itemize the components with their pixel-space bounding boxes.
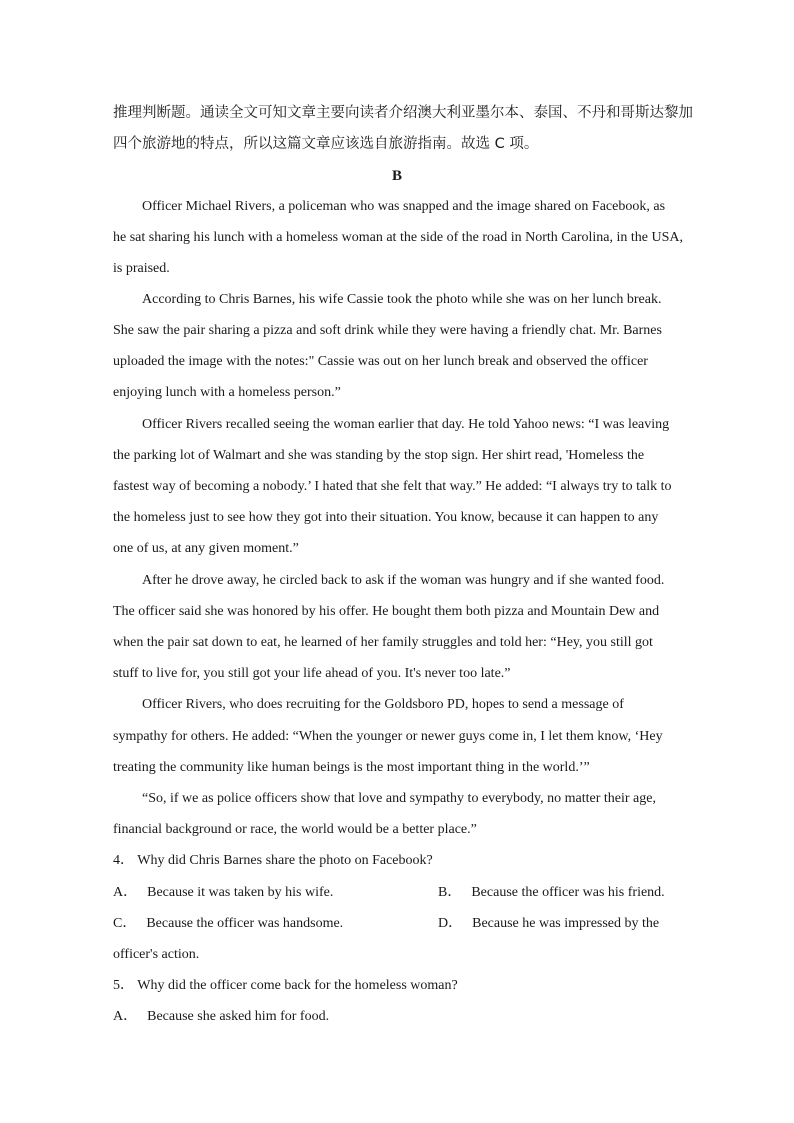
explanation-line-2: 四个旅游地的特点，所以这篇文章应该选自旅游指南。故选 C 项。: [113, 136, 539, 152]
option-key: A．: [113, 1009, 138, 1024]
question-5-option-a[interactable]: [113, 1007, 329, 1027]
option-text: Because the officer was handsome.: [146, 916, 344, 931]
option-text: Because it was taken by his wife.: [147, 885, 334, 900]
question-4-stem: 4． Why did Chris Barnes share the photo on Facebook?: [113, 853, 433, 868]
explanation-line-1: 推理判断题。通读全文可知文章主要向读者介绍澳大利亚墨尔本、泰国、不丹和哥斯达黎加: [113, 105, 693, 121]
question-4-option-c[interactable]: [113, 914, 343, 934]
option-key: D．: [438, 916, 463, 931]
option-text: Because the officer was his friend.: [471, 885, 665, 900]
passage-line: is praised.: [113, 261, 170, 276]
passage-line: “So, if we as police officers show that love and sympathy to everybody, no matter their age,: [142, 791, 656, 806]
passage-line: enjoying lunch with a homeless person.”: [113, 385, 341, 400]
passage-line: when the pair sat down to eat, he learned of her family struggles and told her: “Hey, you still got: [113, 635, 653, 650]
passage-line: Officer Rivers, who does recruiting for the Goldsboro PD, hopes to send a message of: [142, 697, 624, 712]
question-4-option-d[interactable]: [438, 914, 659, 934]
option-key: A．: [113, 885, 138, 900]
passage-line: treating the community like human beings is the most important thing in the world.’”: [113, 760, 590, 775]
passage-line: financial background or race, the world would be a better place.”: [113, 822, 477, 837]
passage-line: The officer said she was honored by his offer. He bought them both pizza and Mountain Dew and: [113, 604, 660, 619]
option-key: C．: [113, 916, 137, 931]
passage-line: uploaded the image with the notes:" Cassie was out on her lunch break and observed the officer: [113, 354, 648, 369]
passage-line: the homeless just to see how they got into their situation. You know, because it can happen to any: [113, 510, 659, 525]
passage-line: one of us, at any given moment.”: [113, 541, 299, 556]
passage-line: After he drove away, he circled back to ask if the woman was hungry and if she wanted food.: [142, 573, 665, 588]
question-5-stem: 5． Why did the officer come back for the homeless woman?: [113, 978, 458, 993]
passage-line: She saw the pair sharing a pizza and soft drink while they were having a friendly chat. Mr. Barnes: [113, 323, 662, 338]
option-text: Because she asked him for food.: [147, 1009, 330, 1024]
passage-line: According to Chris Barnes, his wife Cassie took the photo while she was on her lunch break.: [142, 292, 662, 307]
passage-line: the parking lot of Walmart and she was standing by the stop sign. Her shirt read, 'Homeless the: [113, 448, 645, 463]
question-4-option-d-wrap: officer's action.: [113, 947, 200, 962]
option-text: Because he was impressed by the: [472, 916, 660, 931]
option-key: B．: [438, 885, 462, 900]
passage-line: he sat sharing his lunch with a homeless woman at the side of the road in North Carolina, in the USA,: [113, 230, 684, 245]
section-label: B: [391, 168, 402, 184]
passage-line: fastest way of becoming a nobody.’ I hated that she felt that way.” He added: “I always try to talk to: [113, 479, 672, 494]
question-4-option-b[interactable]: [438, 883, 665, 903]
question-4-option-a[interactable]: [113, 883, 333, 903]
passage-line: stuff to live for, you still got your life ahead of you. It's never too late.”: [113, 666, 511, 681]
passage-line: sympathy for others. He added: “When the younger or newer guys come in, I let them know, ‘Hey: [113, 729, 663, 744]
passage-line: Officer Michael Rivers, a policeman who was snapped and the image shared on Facebook, as: [142, 199, 666, 214]
passage-line: Officer Rivers recalled seeing the woman earlier that day. He told Yahoo news: “I was leaving: [142, 417, 670, 432]
